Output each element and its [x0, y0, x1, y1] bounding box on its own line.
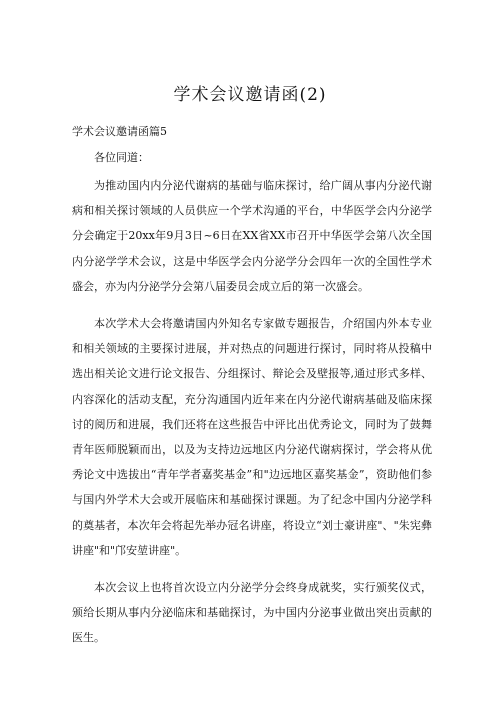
paragraph-1: 为推动国内内分泌代谢病的基础与临床探讨，给广阔从事内分泌代谢病和相关探讨领域的人员供应一个学术沟通的平台，中华医学会内分泌学分会确定于20xx年9月3日~6日在XX省XX市召开中华医学会第八次全国内分泌学学术会议，这是中华医学会内分泌学分会四年一次的全国性学术盛会，亦为内分泌学分会第八届委员会成立后的第一次盛会。: [72, 179, 432, 293]
document-subtitle: 学术会议邀请函篇5: [72, 125, 167, 138]
paragraph-3: 本次会议上也将首次设立内分泌学分会终身成就奖，实行颁奖仪式，颁给长期从事内分泌临床和基础探讨，为中国内分泌事业做出突出贡献的医生。: [72, 581, 432, 645]
paragraph-2: 本次学术大会将邀请国内外知名专家做专题报告，介绍国内外本专业和相关领域的主要探讨进展，并对热点的问题进行探讨，同时将从投稿中选出相关论文进行论文报告、分组探讨、辩论会及壁报等,通过形式多样、内容深化的活动支配，充分沟通国内近年来在内分泌代谢病基础及临床探讨的阅历和进展，我们还将在这些报告中评比出优秀论文，同时为了鼓舞青年医师脱颖而出，以及为支持边远地区内分泌代谢病探讨，学会将从优秀论文中选拔出“青年学者嘉奖基金”和"边远地区嘉奖基金”，资助他们参与国内外学术大会或开展临床和基础探讨课题。为了纪念中国内分泌学科的奠基者，本次年会将起先举办冠名讲座，将设立“刘士豪讲座"、"朱宪彝讲座"和"邝安堃讲座"。: [72, 317, 432, 557]
document-body: [72, 173, 432, 663]
greeting: 各位同道：: [94, 151, 149, 164]
document-title: 学术会议邀请函(2): [173, 85, 327, 105]
